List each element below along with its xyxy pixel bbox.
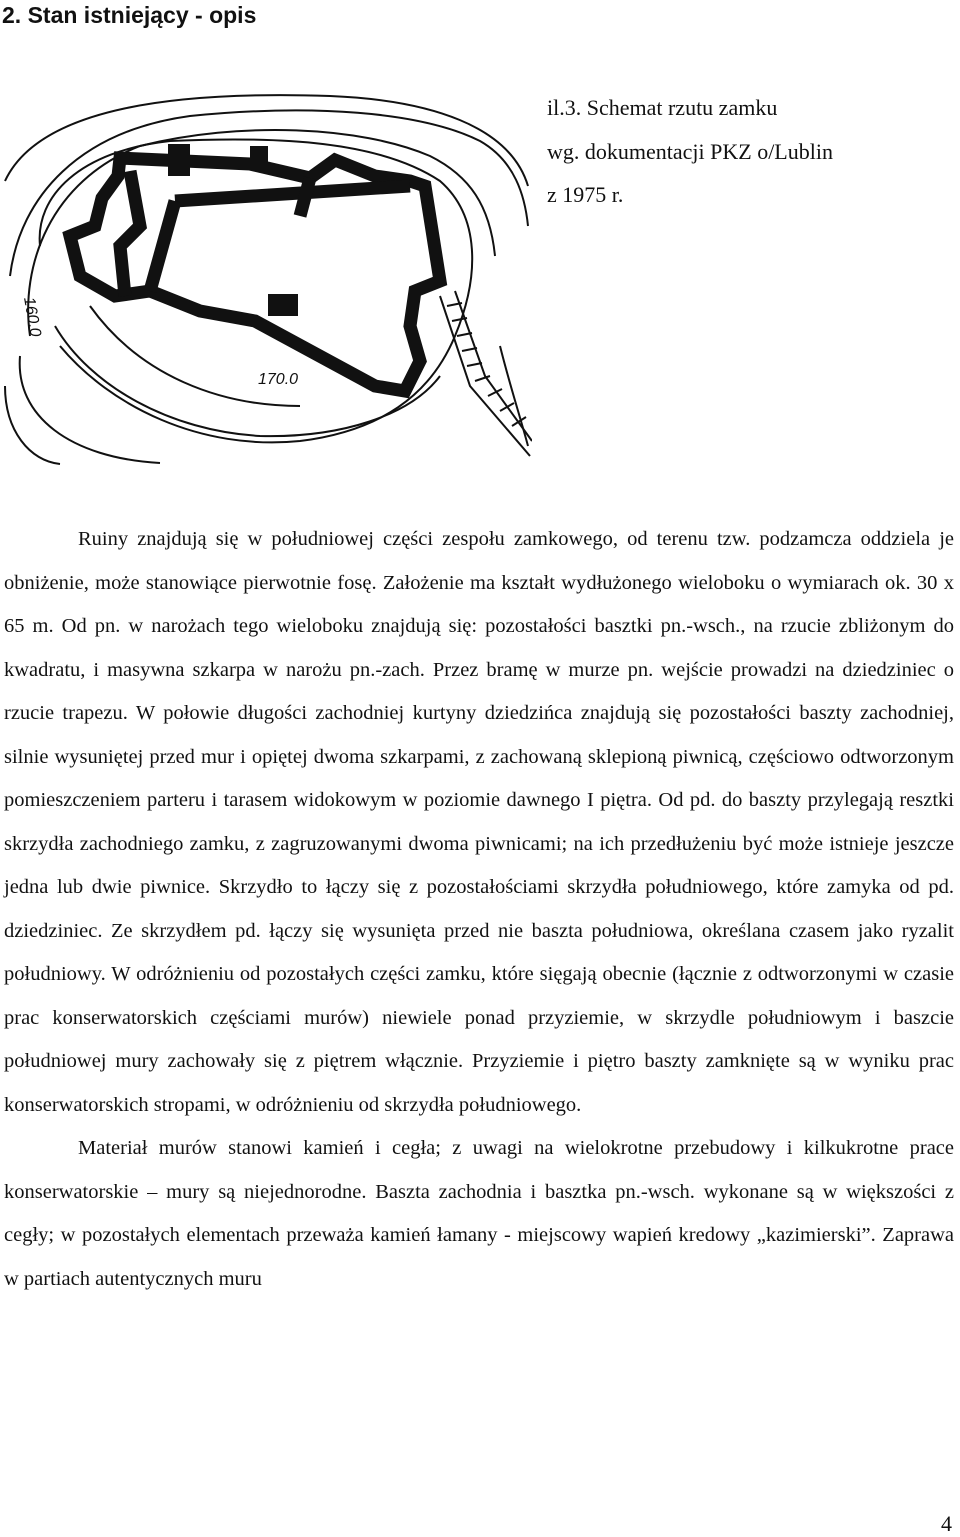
figure-caption — [547, 86, 833, 217]
body-text — [4, 518, 954, 1301]
paragraph: Materiał murów stanowi kamień i cegła; z uwagi na wielokrotne przebudowy i kilkukrotne prace konserwatorskie – mury są niejednorodne. Baszta zachodnia i basztka pn.-wsch. wykonane są w większości z cegły; w pozostałych elementach przeważa kamień łamany - miejscowy wapień kredowy „kazimierski”. Zaprawa w partiach autentycznych muru — [4, 1137, 954, 1290]
castle-tower — [168, 144, 190, 176]
caption-line: il.3. Schemat rzutu zamku — [547, 95, 778, 120]
castle-tower — [250, 146, 268, 168]
section-heading: 2. Stan istniejący - opis — [2, 2, 257, 28]
contour-label: 170.0 — [258, 371, 299, 388]
castle-inner-wall — [120, 171, 140, 296]
contour-line — [5, 386, 60, 464]
paragraph: Ruiny znajdują się w południowej części zespołu zamkowego, od terenu tzw. podzamcza oddziela je obniżenie, może stanowiące pierwotnie fosę. Założenie ma kształt wydłużonego wieloboku o wymiarach ok. 30 x 65 m. Od pn. w narożach tego wieloboku znajdują się: pozostałości basztki pn.-wsch., na rzucie zbliżonym do kwadratu, i masywna szkarpa w narożu pn.-zach. Przez bramę w murze pn. wejście prowadzi na dziedziniec o rzucie trapezu. W połowie długości zachodniej kurtyny dziedzińca znajdują się pozostałości baszty zachodniej, silnie wysuniętej przed mur i opiętej dwoma szkarpami, z zachowaną sklepioną piwnicą, częściowo odtworzonym pomieszczeniem parteru i tarasem widokowym w poziomie dawnego I piętra. Od pd. do baszty przylegają resztki skrzydła zachodniego zamku, z zagruzowanymi dwoma piwnicami; na ich przedłużeniu być może istnieje jeszcze jedna lub dwie piwnice. Skrzydło to łączy się z pozostałościami skrzydła południowego, które zamyka od pd. dziedziniec. Ze skrzydłem pd. łączy się wysunięta przed nie baszta południowa, określana czasem jako ryzalit południowy. W odróżnieniu od pozostałych części zamku, które sięgają obecnie (łącznie z odtworzonymi w czasie prac konserwatorskich częściami murów) niewiele ponad przyziemie, w skrzydle południowym i baszcie południowej mury zachowały się z piętrem włącznie. Przyziemie i piętro baszty zamknięte są w wyniku prac konserwatorskich stropami, w odróżnieniu od skrzydła południowego. — [4, 528, 954, 1116]
castle-inner-wall — [150, 201, 175, 291]
castle-floor-plan-figure — [0, 86, 532, 466]
castle-inner-wall — [300, 178, 310, 216]
stairway-steps — [447, 303, 526, 426]
page-number: 4 — [941, 1511, 952, 1536]
castle-tower — [268, 294, 298, 316]
castle-inner-wall — [175, 186, 410, 201]
caption-line: z 1975 r. — [547, 182, 624, 207]
stairway — [440, 291, 532, 456]
caption-line: wg. dokumentacji PKZ o/Lublin — [547, 138, 833, 164]
contour-label: 160.0 — [20, 295, 44, 339]
